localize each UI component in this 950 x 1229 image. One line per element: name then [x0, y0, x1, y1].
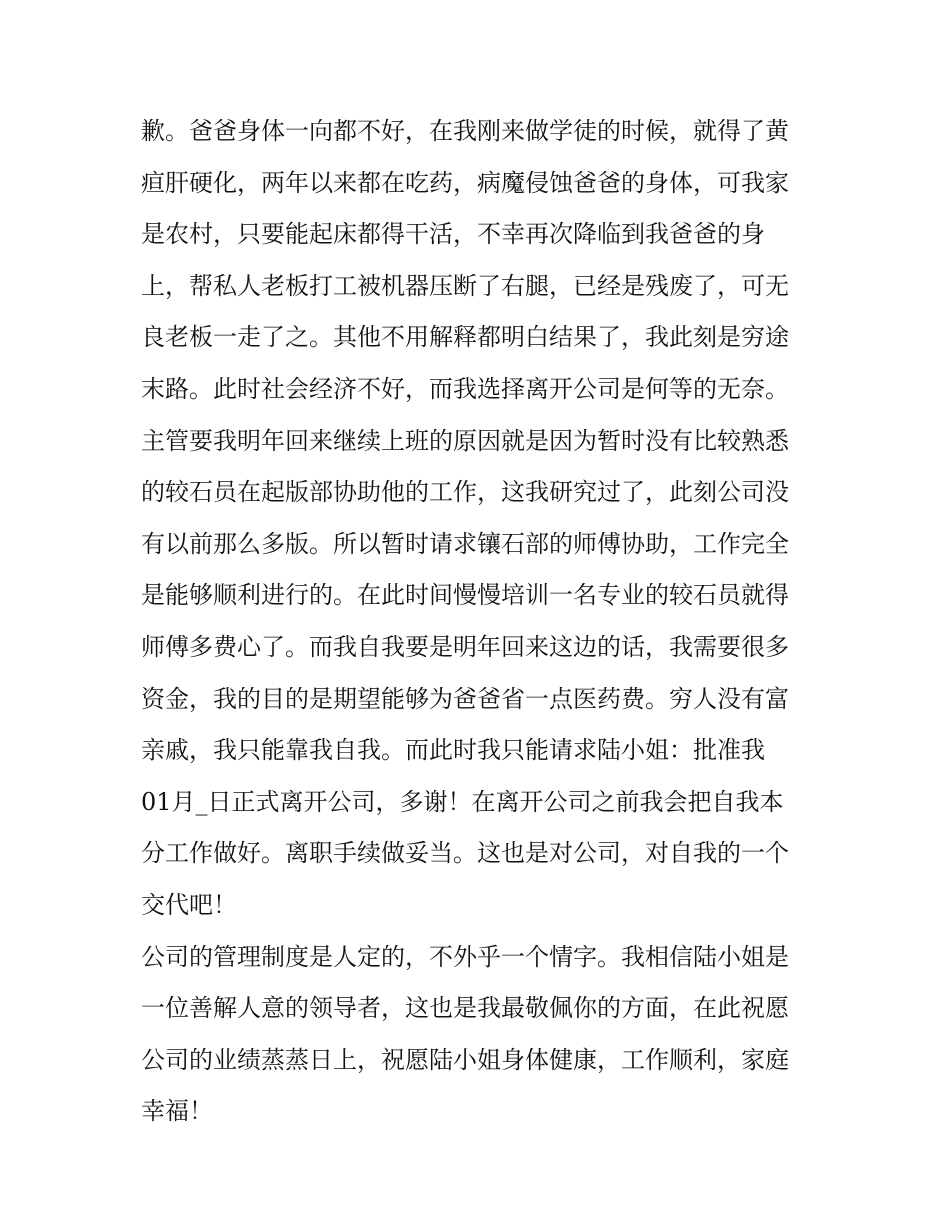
text-line-2: 疸肝硬化，两年以来都在吃药，病魔侵蚀爸爸的身体，可我家	[141, 168, 789, 197]
text-line-1: 歉。爸爸身体一向都不好，在我刚来做学徒的时候，就得了黄	[141, 117, 789, 145]
text-line-13: 亲戚，我只能靠我自我。而此时我只能请求陆小姐：批准我	[141, 736, 765, 765]
text-line-7: 主管要我明年回来继续上班的原因就是因为暂时没有比较熟悉	[141, 426, 789, 455]
text-line-9: 有以前那么多版。所以暂时请求镶石部的师傅协助，工作完全	[141, 529, 789, 558]
text-line-18: 一位善解人意的领导者，这也是我最敬佩你的方面，在此祝愿	[141, 994, 789, 1023]
text-line-14: 01月_日正式离开公司，多谢！在离开公司之前我会把自我本	[141, 787, 784, 816]
text-line-11: 师傅多费心了。而我自我要是明年回来这边的话，我需要很多	[141, 632, 789, 661]
text-line-15: 分工作做好。离职手续做妥当。这也是对公司，对自我的一个	[141, 839, 789, 868]
text-line-4: 上，帮私人老板打工被机器压断了右腿，已经是残废了，可无	[141, 271, 789, 300]
text-line-20: 幸福！	[141, 1097, 213, 1126]
text-line-5: 良老板一走了之。其他不用解释都明白结果了，我此刻是穷途	[141, 323, 789, 352]
text-line-19: 公司的业绩蒸蒸日上，祝愿陆小姐身体健康，工作顺利，家庭	[141, 1045, 789, 1074]
text-line-6: 末路。此时社会经济不好，而我选择离开公司是何等的无奈。	[141, 374, 789, 403]
text-line-17: 公司的管理制度是人定的，不外乎一个情字。我相信陆小姐是	[141, 942, 789, 971]
text-line-12: 资金，我的目的是期望能够为爸爸省一点医药费。穷人没有富	[141, 684, 789, 713]
text-line-8: 的较石员在起版部协助他的工作，这我研究过了，此刻公司没	[141, 478, 789, 507]
text-line-10: 是能够顺利进行的。在此时间慢慢培训一名专业的较石员就得	[141, 581, 789, 610]
text-line-16: 交代吧！	[141, 890, 237, 919]
letter-body	[141, 106, 821, 1138]
text-line-3: 是农村，只要能起床都得干活，不幸再次降临到我爸爸的身	[141, 220, 765, 249]
